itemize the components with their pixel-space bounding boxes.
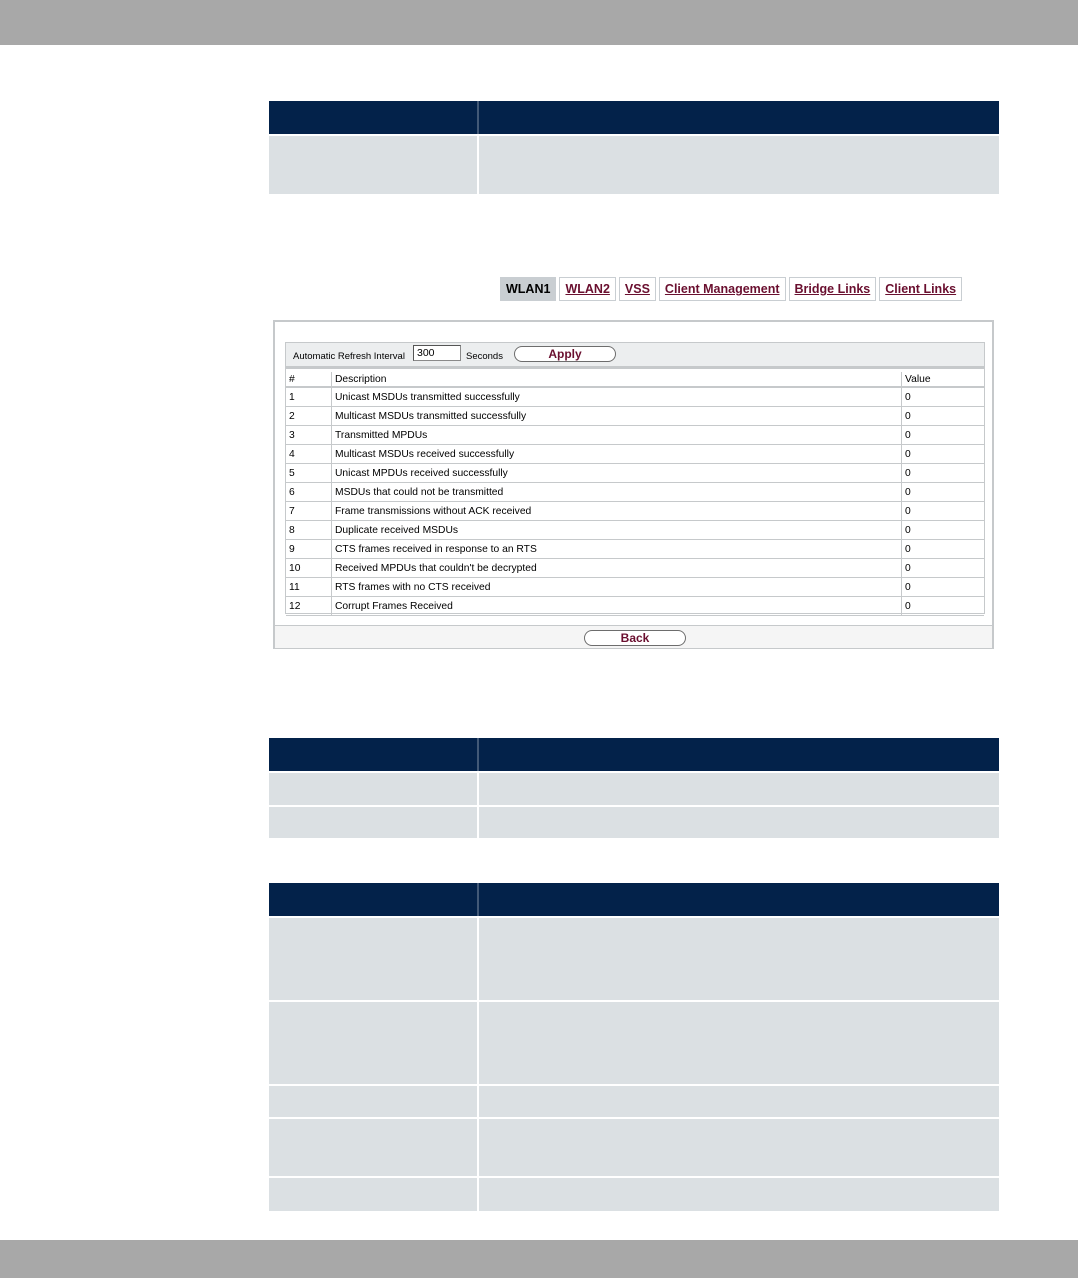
row-description: Multicast MSDUs received successfully: [332, 445, 902, 464]
refresh-bar: [286, 343, 984, 369]
table-row: [286, 559, 984, 578]
table-row: [286, 464, 984, 483]
row-number: 3: [286, 426, 332, 445]
table-row: [286, 426, 984, 445]
tab-client-links[interactable]: Client Links: [879, 277, 962, 301]
row-description: MSDUs that could not be transmitted: [332, 483, 902, 502]
row-value: 0: [902, 502, 985, 521]
doc-table-1: [269, 101, 999, 194]
row-number: 4: [286, 445, 332, 464]
doc-table-row: [269, 1000, 999, 1084]
row-description: Unicast MSDUs transmitted successfully: [332, 387, 902, 407]
doc-table-2: [269, 738, 999, 838]
row-value: 0: [902, 426, 985, 445]
refresh-interval-label: Automatic Refresh Interval: [293, 351, 405, 362]
doc-table-row: [269, 1084, 999, 1117]
table-row: [286, 597, 984, 616]
top-band: [0, 0, 1078, 45]
row-value: 0: [902, 387, 985, 407]
tab-wlan2[interactable]: WLAN2: [559, 277, 615, 301]
row-value: 0: [902, 483, 985, 502]
row-description: Received MPDUs that couldn't be decrypted: [332, 559, 902, 578]
row-number: 12: [286, 597, 332, 616]
row-description: RTS frames with no CTS received: [332, 578, 902, 597]
bottom-band: [0, 1240, 1078, 1278]
row-number: 1: [286, 387, 332, 407]
row-description: Corrupt Frames Received: [332, 597, 902, 616]
doc-table-row: [269, 771, 999, 805]
row-description: Multicast MSDUs transmitted successfully: [332, 407, 902, 426]
row-number: 9: [286, 540, 332, 559]
doc-table-header: [269, 883, 999, 916]
row-value: 0: [902, 521, 985, 540]
doc-table-header: [269, 738, 999, 771]
row-value: 0: [902, 540, 985, 559]
row-description: Duplicate received MSDUs: [332, 521, 902, 540]
tab-vss[interactable]: VSS: [619, 277, 656, 301]
row-value: 0: [902, 578, 985, 597]
row-value: 0: [902, 559, 985, 578]
tab-client-management[interactable]: Client Management: [659, 277, 786, 301]
doc-table-row: [269, 916, 999, 1000]
row-number: 7: [286, 502, 332, 521]
table-row: [286, 387, 984, 407]
row-description: Frame transmissions without ACK received: [332, 502, 902, 521]
row-number: 8: [286, 521, 332, 540]
row-number: 11: [286, 578, 332, 597]
row-value: 0: [902, 445, 985, 464]
doc-table-header: [269, 101, 999, 134]
table-row: [286, 407, 984, 426]
table-row: [286, 445, 984, 464]
row-description: Transmitted MPDUs: [332, 426, 902, 445]
table-row: [286, 540, 984, 559]
tab-wlan1[interactable]: WLAN1: [500, 277, 556, 301]
row-description: Unicast MPDUs received successfully: [332, 464, 902, 483]
doc-table-row: [269, 1176, 999, 1211]
seconds-label: Seconds: [466, 351, 503, 362]
back-bar: [275, 625, 992, 648]
statistics-panel: [273, 320, 994, 649]
row-value: 0: [902, 597, 985, 616]
doc-table-row: [269, 1117, 999, 1176]
statistics-inner: [285, 342, 985, 614]
table-row: [286, 502, 984, 521]
statistics-table: [286, 372, 984, 616]
doc-table-row: [269, 134, 999, 194]
apply-button[interactable]: Apply: [514, 346, 616, 362]
table-header-row: [286, 372, 984, 387]
tab-bar: [500, 277, 962, 301]
column-header-value: Value: [902, 372, 985, 387]
column-header-number: #: [286, 372, 332, 387]
table-row: [286, 521, 984, 540]
row-number: 10: [286, 559, 332, 578]
table-row: [286, 483, 984, 502]
doc-table-row: [269, 805, 999, 838]
refresh-interval-input[interactable]: 300: [413, 345, 461, 361]
back-button[interactable]: Back: [584, 630, 686, 646]
table-row: [286, 578, 984, 597]
doc-table-3: [269, 883, 999, 1211]
row-number: 6: [286, 483, 332, 502]
column-header-description: Description: [332, 372, 902, 387]
row-value: 0: [902, 464, 985, 483]
row-value: 0: [902, 407, 985, 426]
row-number: 5: [286, 464, 332, 483]
row-description: CTS frames received in response to an RTS: [332, 540, 902, 559]
tab-bridge-links[interactable]: Bridge Links: [789, 277, 877, 301]
row-number: 2: [286, 407, 332, 426]
